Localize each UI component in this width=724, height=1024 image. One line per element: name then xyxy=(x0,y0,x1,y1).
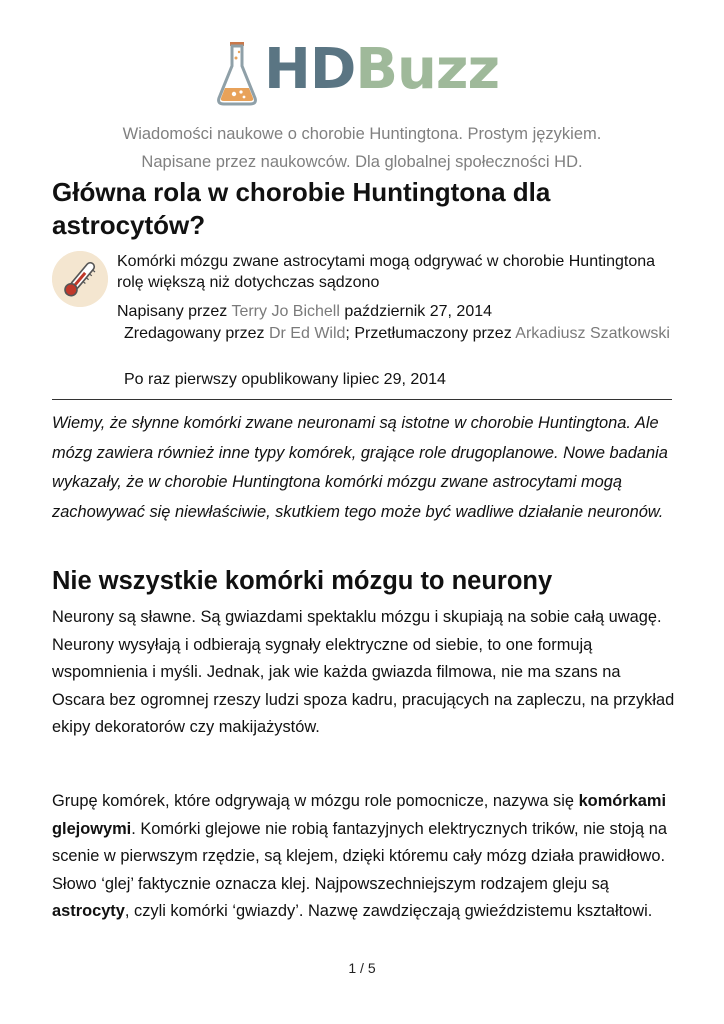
term-glial-cells: komórkami glejowymi xyxy=(52,792,667,838)
thermometer-icon xyxy=(52,251,108,307)
first-published: Po raz pierwszy opublikowany lipiec 29, 2014 xyxy=(124,371,446,388)
tagline-line-2: Napisane przez naukowców. Dla globalnej społeczności HD. xyxy=(141,153,583,171)
logo-wordmark xyxy=(264,38,499,102)
written-date: październik 27, 2014 xyxy=(339,303,493,320)
article-title: Główna rola w chorobie Huntingtona dla astrocytów? xyxy=(52,177,551,240)
logo-hd: HD xyxy=(264,37,356,102)
article-summary: Komórki mózgu zwane astrocytami mogą odgrywać w chorobie Huntingtona rolę większą niż dotychczas sądzono xyxy=(117,253,656,291)
paragraph-2-text-3: , czyli komórki ‘gwiazdy’. Nazwę zawdzięczają gwieździstemu kształtowi. xyxy=(124,902,653,921)
author-link[interactable]: Terry Jo Bichell xyxy=(231,303,340,320)
edited-prefix: Zredagowany przez xyxy=(124,325,269,342)
byline-edited xyxy=(124,323,684,345)
paragraph-2-text-1: Grupę komórek, które odgrywają w mózgu role pomocnicze, nazywa się xyxy=(52,792,579,810)
editor-link[interactable]: Dr Ed Wild xyxy=(268,325,346,342)
article-lede: Wiemy, że słynne komórki zwane neuronami są istotne w chorobie Huntingtona. Ale mózg zawiera również inne typy komórek, grające role drugoplanowe. Nowe badania wykazały, że w chorobie Huntingtona komórki mózgu zwane astrocytami mogą zachowywać się niewłaściwie, skutkiem tego może być wadliwe działanie neuronów. xyxy=(52,414,668,521)
term-astrocytes: astrocyty xyxy=(52,902,125,921)
divider xyxy=(52,399,672,400)
translated-prefix: ; Przetłumaczony przez xyxy=(345,325,516,342)
written-prefix: Napisany przez xyxy=(117,303,232,320)
translator-link[interactable]: Arkadiusz Szatkowski xyxy=(515,325,670,342)
byline-written xyxy=(117,301,492,323)
article-thumbnail xyxy=(52,251,108,307)
hdbuzz-logo[interactable] xyxy=(214,36,514,108)
paragraph-2 xyxy=(52,788,676,926)
paragraph-1: Neurony są sławne. Są gwiazdami spektaklu mózgu i skupiają na sobie całą uwagę. Neurony wysyłają i odbierają sygnały elektryczne od siebie, to one formują wspomnienia i myśli. Jednak, jak wie każda gwiazda filmowa, nie ma szans na Oscara bez ogromnej rzeszy ludzi spoza kadru, pracujących na zapleczu, na przykład ekipy dekoratorów czy makijażystów. xyxy=(52,608,675,737)
page-number: 1 / 5 xyxy=(348,960,376,976)
logo-buzz: Buzz xyxy=(355,37,500,102)
section-heading: Nie wszystkie komórki mózgu to neurony xyxy=(52,567,553,595)
flask-icon xyxy=(214,36,264,108)
paragraph-2-text-2: . Komórki glejowe nie robią fantazyjnych elektrycznych trików, nie stoją na scenie w pierwszym rzędzie, są klejem, dzięki któremu cały mózg działa prawidłowo. Słowo ‘glej’ faktycznie oznacza klej. Najpowszechniejszym rodzajem gleju są xyxy=(52,819,667,893)
tagline-line-1: Wiadomości naukowe o chorobie Huntingtona. Prostym językiem. xyxy=(122,125,602,143)
